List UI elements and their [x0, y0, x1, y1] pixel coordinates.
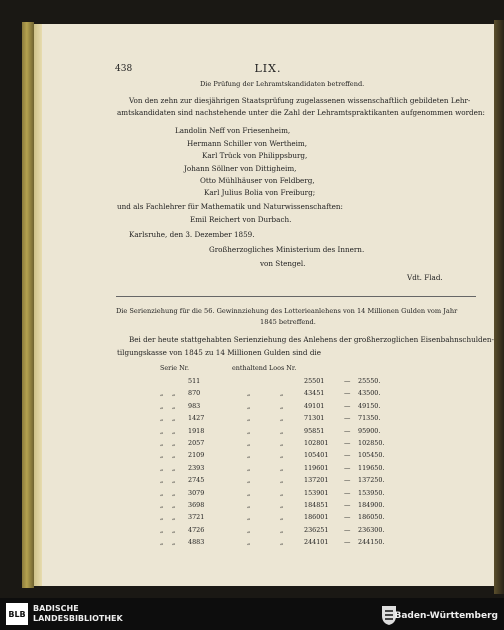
serie-number: 2057	[188, 439, 205, 447]
range-dash: —	[344, 401, 351, 410]
state-name: Baden-Württemberg	[394, 611, 498, 621]
serie-number: 870	[188, 389, 201, 398]
loos-from: 184851	[304, 501, 329, 509]
ditto-mark: „	[280, 463, 284, 472]
range-dash: —	[344, 525, 351, 534]
range-dash: —	[344, 476, 351, 485]
page-number: 438	[115, 64, 133, 74]
serie-number: 2109	[188, 451, 205, 460]
ditto-mark: „	[247, 426, 251, 435]
ditto-mark: „	[280, 525, 284, 534]
attest-name: Vdt. Flad.	[407, 273, 443, 282]
serie-number: 511	[188, 377, 201, 385]
special-teacher-line: und als Fachlehrer für Mathematik und Naturwissenschaften:	[117, 202, 343, 211]
loos-from: 137201	[304, 476, 329, 485]
ditto-mark: „	[247, 488, 251, 497]
serie-number: 983	[188, 401, 201, 410]
loos-to: 25550.	[358, 377, 381, 385]
header-enthaltend: enthaltend Loos Nr.	[232, 364, 297, 372]
ditto-mark: „	[172, 525, 176, 534]
section2-title-line2: 1845 betreffend.	[260, 318, 316, 326]
loos-from: 236251	[304, 525, 329, 534]
place-date: Karlsruhe, den 3. Dezember 1859.	[129, 230, 255, 239]
loos-to: 244150.	[358, 538, 385, 547]
book-spine	[22, 22, 34, 588]
loos-from: 71301	[304, 414, 325, 423]
range-dash: —	[344, 377, 351, 385]
serie-number: 4726	[188, 525, 205, 534]
ditto-mark: „	[280, 488, 284, 497]
candidate-name: Hermann Schiller von Wertheim,	[187, 139, 308, 148]
loos-to: 105450.	[358, 451, 385, 460]
serie-number: 2393	[188, 463, 205, 472]
ditto-mark: „	[172, 451, 176, 460]
table-row	[42, 489, 494, 500]
loos-to: 186050.	[358, 513, 385, 522]
loos-from: 244101	[304, 538, 329, 547]
range-dash: —	[344, 463, 351, 472]
serie-number: 3698	[188, 501, 205, 509]
loos-from: 43451	[304, 389, 325, 398]
ditto-mark: „	[247, 401, 251, 410]
loos-from: 49101	[304, 401, 325, 410]
table-row	[42, 414, 494, 425]
ditto-mark: „	[160, 476, 164, 485]
range-dash: —	[344, 538, 351, 547]
range-dash: —	[344, 389, 351, 398]
candidate-name: Karl Trück von Philippsburg,	[202, 151, 308, 160]
ditto-mark: „	[280, 389, 284, 398]
ditto-mark: „	[247, 501, 251, 509]
table-row	[42, 402, 494, 413]
ditto-mark: „	[280, 476, 284, 485]
ditto-mark: „	[247, 538, 251, 547]
ditto-mark: „	[172, 538, 176, 547]
library-name-line1: BADISCHE	[33, 604, 79, 613]
loos-to: 49150.	[358, 401, 381, 410]
ditto-mark: „	[160, 538, 164, 547]
loos-from: 119601	[304, 463, 329, 472]
table-row	[42, 464, 494, 475]
ditto-mark: „	[280, 513, 284, 522]
candidate-name: Johann Söllner von Dittigheim,	[184, 164, 297, 173]
table-row	[42, 451, 494, 462]
ditto-mark: „	[280, 426, 284, 435]
candidate-name: Landolin Neff von Friesenheim,	[175, 126, 291, 135]
ditto-mark: „	[172, 414, 176, 423]
ditto-mark: „	[280, 451, 284, 460]
ditto-mark: „	[247, 513, 251, 522]
serie-number: 1918	[188, 426, 205, 435]
loos-to: 95900.	[358, 426, 381, 435]
ditto-mark: „	[280, 439, 284, 447]
ditto-mark: „	[247, 525, 251, 534]
section1-title: Die Prüfung der Lehramtskandidaten betreffend.	[200, 80, 365, 88]
ditto-mark: „	[172, 476, 176, 485]
ditto-mark: „	[280, 538, 284, 547]
chapter-heading: LIX.	[254, 62, 282, 75]
ministry-name: Großherzogliches Ministerium des Innern.	[209, 245, 365, 254]
loos-from: 186001	[304, 513, 329, 522]
ditto-mark: „	[280, 401, 284, 410]
loos-from: 102801	[304, 439, 329, 447]
section-divider	[116, 296, 476, 297]
ditto-mark: „	[160, 439, 164, 447]
loos-to: 236300.	[358, 525, 385, 534]
range-dash: —	[344, 513, 351, 522]
book-edge-right	[494, 20, 504, 594]
ditto-mark: „	[247, 476, 251, 485]
page-edge	[34, 24, 42, 586]
serie-number: 4883	[188, 538, 205, 547]
ditto-mark: „	[160, 426, 164, 435]
ditto-mark: „	[160, 401, 164, 410]
loos-to: 153950.	[358, 488, 385, 497]
section1-intro-line2: amtskandidaten sind nachstehende unter die Zahl der Lehramtspraktikanten aufgenommen worden:	[117, 108, 485, 117]
candidate-name: Karl Julius Bolia von Freiburg;	[204, 188, 316, 197]
ditto-mark: „	[160, 501, 164, 509]
ditto-mark: „	[160, 463, 164, 472]
ditto-mark: „	[247, 389, 251, 398]
range-dash: —	[344, 451, 351, 460]
ditto-mark: „	[160, 389, 164, 398]
loos-to: 71350.	[358, 414, 381, 423]
section2-intro-line2: tilgungskasse von 1845 zu 14 Millionen Gulden sind die	[117, 348, 321, 357]
ditto-mark: „	[172, 501, 176, 509]
serie-number: 2745	[188, 476, 205, 485]
serie-number: 3079	[188, 488, 205, 497]
table-header	[42, 364, 494, 375]
table-row	[42, 526, 494, 537]
ditto-mark: „	[160, 414, 164, 423]
library-name-line2: LANDESBIBLIOTHEK	[33, 614, 123, 623]
ditto-mark: „	[247, 439, 251, 447]
ditto-mark: „	[172, 463, 176, 472]
loos-from: 25501	[304, 377, 325, 385]
section2-title-line1: Die Serienziehung für die 56. Gewinnziehung des Lotterieanlehens von 14 Millionen Gulden vom Jahr	[116, 307, 458, 315]
header-serie: Serie Nr.	[160, 364, 190, 372]
loos-to: 119650.	[358, 463, 385, 472]
ditto-mark: „	[160, 451, 164, 460]
loos-from: 95851	[304, 426, 325, 435]
range-dash: —	[344, 426, 351, 435]
loos-to: 102850.	[358, 439, 385, 447]
ditto-mark: „	[160, 513, 164, 522]
table-row	[42, 476, 494, 487]
loos-to: 43500.	[358, 389, 381, 398]
section2-intro-line1: Bei der heute stattgehabten Serienziehung des Anlehens der großherzoglichen Eisenbahnschulden-	[129, 335, 494, 344]
document-page	[42, 24, 494, 586]
serie-number: 1427	[188, 414, 205, 423]
loos-from: 153901	[304, 488, 329, 497]
range-dash: —	[344, 439, 351, 447]
ditto-mark: „	[280, 501, 284, 509]
table-row	[42, 427, 494, 438]
loos-to: 137250.	[358, 476, 385, 485]
table-row	[42, 538, 494, 549]
serie-number: 3721	[188, 513, 205, 522]
ditto-mark: „	[247, 451, 251, 460]
candidate-name: Otto Mühlhäuser von Feldberg,	[200, 176, 315, 185]
blb-logo: BLB	[6, 603, 28, 625]
ditto-mark: „	[172, 488, 176, 497]
range-dash: —	[344, 488, 351, 497]
table-row	[42, 389, 494, 400]
ditto-mark: „	[172, 389, 176, 398]
table-row	[42, 513, 494, 524]
ditto-mark: „	[247, 463, 251, 472]
special-teacher-name: Emil Reichert von Durbach.	[190, 215, 292, 224]
range-dash: —	[344, 501, 351, 509]
ditto-mark: „	[160, 525, 164, 534]
section1-intro-line1: Von den zehn zur diesjährigen Staatsprüfung zugelassenen wissenschaftlich gebildeten Lehr-	[129, 96, 471, 105]
loos-to: 184900.	[358, 501, 385, 509]
signer-name: von Stengel.	[260, 259, 306, 268]
ditto-mark: „	[172, 513, 176, 522]
library-name	[33, 604, 123, 624]
ditto-mark: „	[172, 439, 176, 447]
range-dash: —	[344, 414, 351, 423]
table-row	[42, 377, 494, 388]
ditto-mark: „	[160, 488, 164, 497]
ditto-mark: „	[247, 414, 251, 423]
ditto-mark: „	[172, 426, 176, 435]
table-row	[42, 439, 494, 450]
ditto-mark: „	[172, 401, 176, 410]
table-row	[42, 501, 494, 512]
loos-from: 105401	[304, 451, 329, 460]
ditto-mark: „	[280, 414, 284, 423]
